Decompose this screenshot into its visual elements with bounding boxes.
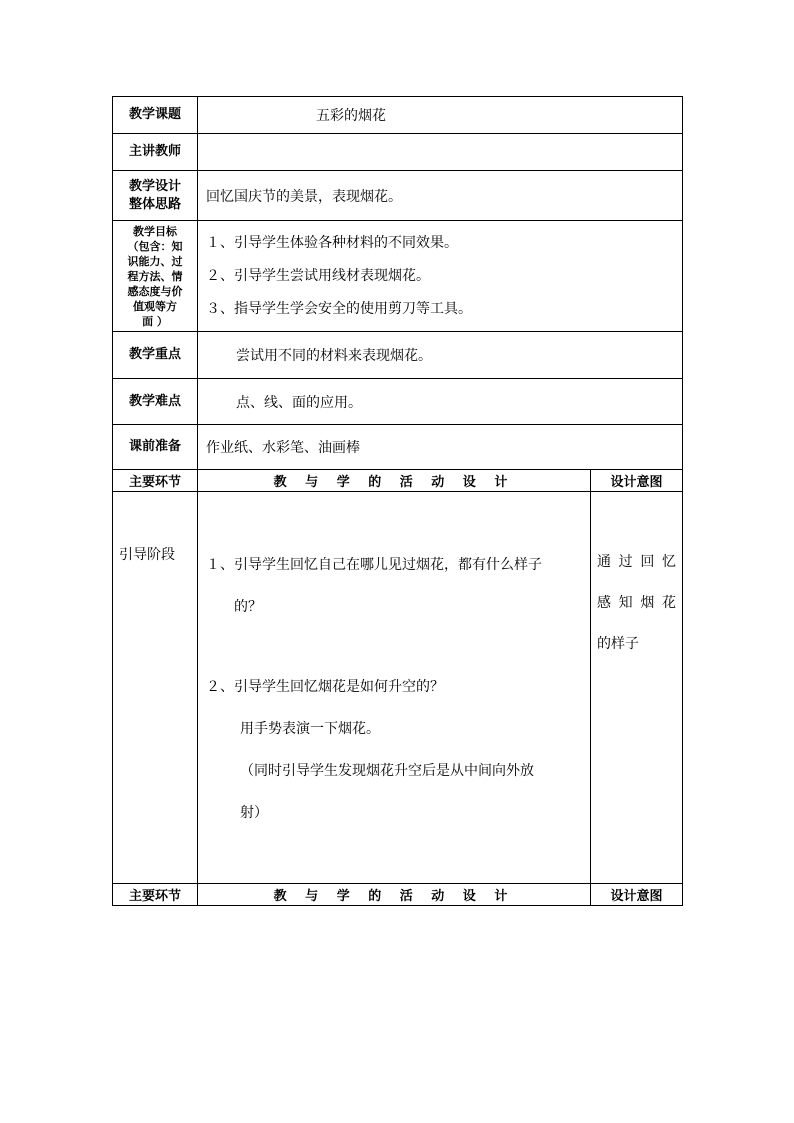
row-difficulty xyxy=(113,379,683,425)
header-activity-2: 教 与 学 的 活 动 设 计 xyxy=(198,884,591,906)
topic-label: 教学课题 xyxy=(113,97,198,134)
key-point-value: 尝试用不同的材料来表现烟花。 xyxy=(198,332,683,379)
row-preparation xyxy=(113,425,683,470)
header-activity: 教 与 学 的 活 动 设 计 xyxy=(198,470,591,492)
preparation-label: 课前准备 xyxy=(113,425,198,470)
difficulty-value: 点、线、面的应用。 xyxy=(198,379,683,425)
activity-line: １、引导学生回忆自己在哪儿见过烟花，都有什么样子 xyxy=(206,557,542,573)
row-topic xyxy=(113,97,683,134)
stage-intent xyxy=(591,492,683,884)
goals-value xyxy=(198,221,683,332)
goals-label-line: 识能力、过 xyxy=(127,254,183,268)
intent-line: 通过回忆 xyxy=(597,554,676,570)
goals-label-line: 教学目标 xyxy=(133,224,177,238)
row-key-point xyxy=(113,332,683,379)
activity-line: 射） xyxy=(240,805,268,821)
intent-line: 的样子 xyxy=(597,636,639,652)
row-goals xyxy=(113,221,683,332)
teacher-label: 主讲教师 xyxy=(113,134,198,171)
activity-line: ２、引导学生回忆烟花是如何升空的？ xyxy=(206,679,444,695)
key-point-label: 教学重点 xyxy=(113,332,198,379)
design-label-line2: 整体思路 xyxy=(128,196,181,212)
goals-label-line: （包含：知 xyxy=(127,239,183,253)
intent-line: 感知烟花 xyxy=(597,595,676,611)
difficulty-label: 教学难点 xyxy=(113,379,198,425)
goals-label-line: 值观等方 xyxy=(133,299,177,313)
header-stage-2: 主要环节 xyxy=(113,884,198,906)
preparation-value: 作业纸、水彩笔、油画棒 xyxy=(198,425,683,470)
goal-item: ２、引导学生尝试用线材表现烟花。 xyxy=(206,267,430,284)
teacher-value xyxy=(198,134,683,171)
stage-activities xyxy=(198,492,591,884)
activity-line: 用手势表演一下烟花。 xyxy=(240,721,380,737)
stage-row xyxy=(113,492,683,884)
spacer xyxy=(206,628,584,666)
stage-name: 引导阶段 xyxy=(113,492,198,884)
topic-value: 五彩的烟花 xyxy=(198,97,683,134)
goals-label-line: 感态度与价 xyxy=(127,284,183,298)
section-header-row-2 xyxy=(113,884,683,906)
lesson-plan-table xyxy=(112,96,683,906)
goals-label xyxy=(113,221,198,332)
section-header-row xyxy=(113,470,683,492)
goals-label-line: 程方法、情 xyxy=(127,269,183,283)
activity-line: 的？ xyxy=(234,599,262,615)
design-label-line1: 教学设计 xyxy=(128,178,181,194)
goal-item: １、引导学生体验各种材料的不同效果。 xyxy=(206,234,458,251)
header-stage: 主要环节 xyxy=(113,470,198,492)
design-value: 回忆国庆节的美景，表现烟花。 xyxy=(198,171,683,221)
goal-item: ３、指导学生学会安全的使用剪刀等工具。 xyxy=(206,300,472,317)
design-label xyxy=(113,171,198,221)
header-intent: 设计意图 xyxy=(591,470,683,492)
row-teacher xyxy=(113,134,683,171)
header-intent-2: 设计意图 xyxy=(591,884,683,906)
row-design xyxy=(113,171,683,221)
activity-line: （同时引导学生发现烟花升空后是从中间向外放 xyxy=(240,763,534,779)
goals-label-line: 面 ） xyxy=(142,314,168,328)
